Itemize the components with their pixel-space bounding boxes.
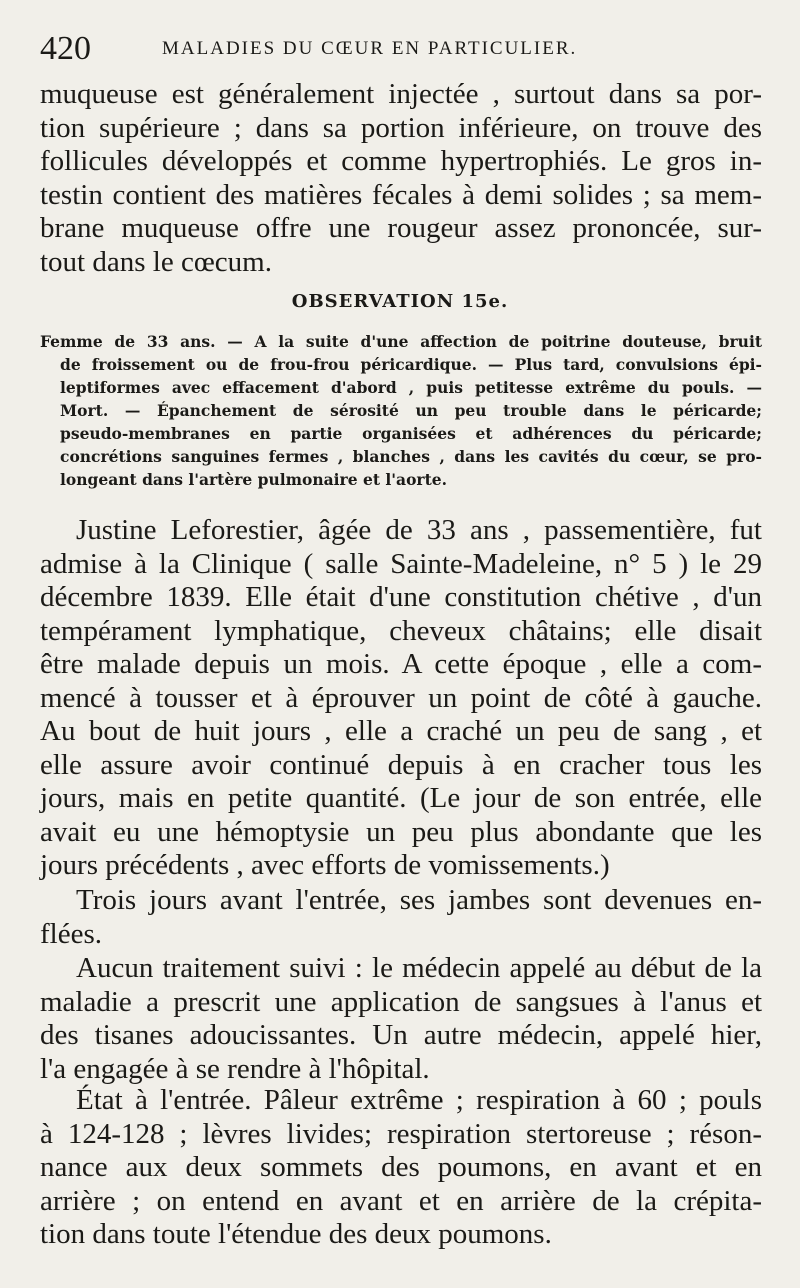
text-line: arrière ; on entend en avant et en arrière de la crépita- [40, 1184, 762, 1217]
body-paragraph-4 [40, 1084, 762, 1252]
text-line: être malade depuis un mois. A cette époque , elle a com- [40, 648, 762, 680]
summary-line: leptiformes avec effacement d'abord , puis petitesse extrême du pouls. — [60, 378, 762, 397]
text-line: maladie a prescrit une application de sangsues à l'anus et [40, 985, 762, 1018]
text-line: État à l'entrée. Pâleur extrême ; respiration à 60 ; pouls [76, 1084, 762, 1116]
text-line: nance aux deux sommets des poumons, en avant et en [40, 1151, 762, 1183]
text-line: muqueuse est généralement injectée , surtout dans sa por- [40, 78, 762, 110]
summary-line: pseudo-membranes en partie organisées et adhérences du péricarde; [60, 424, 762, 443]
observation-summary [40, 330, 762, 491]
text-line: jours, mais en petite quantité. (Le jour de son entrée, elle [40, 782, 762, 814]
text-line: tion dans toute l'étendue des deux poumons. [40, 1218, 552, 1250]
text-line: elle assure avoir continué depuis à en cracher tous les [40, 748, 762, 781]
text-line: Au bout de huit jours , elle a craché un peu de sang , et [40, 715, 762, 747]
text-line: Aucun traitement suivi : le médecin appelé au début de la [76, 952, 762, 984]
text-line: tion supérieure ; dans sa portion inférieure, on trouve des [40, 111, 762, 144]
body-paragraph-1 [40, 514, 762, 883]
summary-line: de froissement ou de frou-frou péricardique. — Plus tard, convulsions épi- [60, 355, 762, 374]
text-line: jours précédents , avec efforts de vomissements.) [40, 849, 610, 881]
intro-paragraph [40, 78, 762, 279]
body-paragraph-3 [40, 952, 762, 1086]
text-line: à 124-128 ; lèvres livides; respiration stertoreuse ; réson- [40, 1117, 762, 1150]
summary-line: Mort. — Épanchement de sérosité un peu trouble dans le péricarde; [60, 401, 762, 420]
text-line: tempérament lymphatique, cheveux châtains; elle disait [40, 614, 762, 647]
summary-line: Femme de 33 ans. — A la suite d'une affection de poitrine douteuse, bruit [40, 332, 762, 351]
text-line: admise à la Clinique ( salle Sainte-Madeleine, n° 5 ) le 29 [40, 547, 762, 580]
text-line: décembre 1839. Elle était d'une constitution chétive , d'un [40, 581, 762, 613]
body-paragraph-2 [40, 884, 762, 951]
observation-title: OBSERVATION 15e. [291, 291, 509, 312]
summary-line: concrétions sanguines fermes , blanches , dans les cavités du cœur, se pro- [60, 447, 762, 466]
text-line: tout dans le cœcum. [40, 245, 272, 278]
text-line: des tisanes adoucissantes. Un autre médecin, appelé hier, [40, 1019, 762, 1051]
summary-line: longeant dans l'artère pulmonaire et l'aorte. [60, 470, 448, 489]
text-line: l'a engagée à se rendre à l'hôpital. [40, 1052, 430, 1085]
text-line: follicules développés et comme hypertrophiés. Le gros in- [40, 145, 762, 177]
text-line: testin contient des matières fécales à demi solides ; sa mem- [40, 178, 762, 211]
text-line: flées. [40, 917, 102, 950]
text-line: Trois jours avant l'entrée, ses jambes sont devenues en- [76, 884, 762, 916]
text-line: brane muqueuse offre une rougeur assez prononcée, sur- [40, 212, 762, 244]
text-line: Justine Leforestier, âgée de 33 ans , passementière, fut [76, 514, 762, 546]
text-line: mencé à tousser et à éprouver un point de côté à gauche. [40, 681, 762, 714]
page-number: 420 [40, 30, 91, 67]
text-line: avait eu une hémoptysie un peu plus abondante que les [40, 815, 762, 848]
page-header [40, 30, 760, 70]
running-title: MALADIES DU CŒUR EN PARTICULIER. [162, 38, 578, 59]
